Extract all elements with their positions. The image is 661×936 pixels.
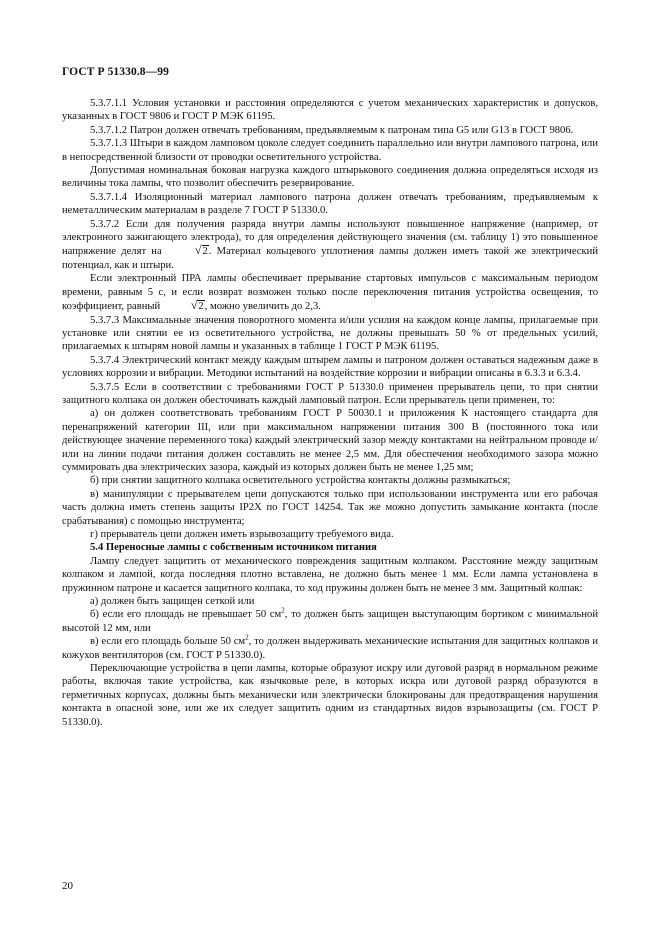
document-header: ГОСТ Р 51330.8—99 bbox=[62, 66, 169, 78]
paragraph-text: . Материал кольцевого уплотнения лампы должен иметь такой же электрический потенциал, как и штыри. bbox=[62, 246, 598, 271]
list-item-b-area bbox=[62, 608, 598, 635]
paragraph-text: , то должен выдерживать механические испытания для защитных колпаков и кожухов вентиляторов (см. ГОСТ Р 51330.0). bbox=[62, 636, 598, 661]
paragraph-5-3-7-2 bbox=[62, 218, 598, 273]
list-item-v: в) манипуляции с прерывателем цепи допускаются только при использовании инструмента или его рабочая часть должна иметь степень защиты IP2X по ГОСТ 14254. Так же можно допустить замыкание контакта (после срабатывания) с помощью инструмента; bbox=[62, 488, 598, 527]
list-item-a: а) он должен соответствовать требованиям ГОСТ Р 50030.1 и приложения К настоящего стандарта для перенапряжений категории III, или при максимальном напряжении питания 300 В (постоянного тока или действующее значение переменного тока) каждый электрический зазор между контактами на нейтральном проводе и/или на линии подачи питания должен составлять не менее 2,5 мм. Для обеспечения необходимого зазора можно суммировать два электрических зазора, каждый из которых должен быть не менее 1,25 мм; bbox=[62, 408, 598, 473]
paragraph-lateral-load: Допустимая номинальная боковая нагрузка каждого штырькового соединения должна определяться исходя из величины тока лампы, что позволит обеспечить резервирование. bbox=[62, 165, 598, 190]
radical-sign: √ bbox=[194, 243, 202, 258]
list-item-a-mesh: а) должен быть защищен сеткой или bbox=[90, 596, 255, 608]
paragraph-text: б) если его площадь не превышает 50 см bbox=[90, 609, 282, 621]
sqrt-formula bbox=[163, 299, 205, 313]
paragraph-electronic-ballast bbox=[62, 272, 598, 313]
paragraph-5-3-7-1-2: 5.3.7.1.2 Патрон должен отвечать требованиям, предъявляемым к патронам типа G5 или G13 в ГОСТ 9806. bbox=[90, 124, 574, 136]
paragraph-5-3-7-1-4: 5.3.7.1.4 Изоляционный материал лампового патрона должен отвечать требованиям, предъявляемым к неметаллическим материалам в разделе 7 ГОСТ Р 51330.0. bbox=[62, 191, 598, 217]
radical-sign: √ bbox=[190, 298, 198, 313]
paragraph-switching-devices: Переключающие устройства в цепи лампы, которые образуют искру или дуговой разряд в нормальном режиме работы, включая такие устройства, как язычковые реле, в которых искра или дуговой разряд образуются в герметичных корпусах, должны быть механически или электрически блокированы для предотвращения нарушения контакта в опасной зоне, или же их следует защитить одним из стандартных видов взрывозащиты (см. ГОСТ Р 51330.0). bbox=[62, 663, 598, 728]
paragraph-text: , то должен быть защищен выступающим бортиком с минимальной высотой 12 мм, или bbox=[62, 609, 598, 634]
paragraph-text: , можно увеличить до 2,3. bbox=[204, 301, 321, 313]
list-item-v-area bbox=[62, 635, 598, 662]
radicand: 2 bbox=[202, 246, 208, 258]
sqrt-formula bbox=[167, 244, 209, 258]
paragraph-5-3-7-1-3: 5.3.7.1.3 Штыри в каждом ламповом цоколе следует соединить параллельно или внутри лампового патрона, или в непосредственной близости от проводки осветительного устройства. bbox=[62, 138, 598, 163]
paragraph-text: в) если его площадь больше 50 см bbox=[90, 636, 246, 648]
page-number: 20 bbox=[62, 880, 73, 892]
list-item-g: г) прерыватель цепи должен иметь взрывозащиту требуемого вида. bbox=[90, 529, 394, 540]
document-body bbox=[62, 97, 598, 729]
paragraph-5-3-7-3: 5.3.7.3 Максимальные значения поворотного момента и/или усилия на каждом конце лампы, прилагаемые при установке или снятии ее из осветительного устройства, не должны превышать 50 % от предельных усилий, прилагаемых к штырям новой лампы и указанных в таблице 1 ГОСТ Р МЭК 61195. bbox=[62, 314, 598, 353]
paragraph-5-3-7-4: 5.3.7.4 Электрический контакт между каждым штырем лампы и патроном должен оставаться надежным даже в условиях коррозии и вибрации. Методики испытаний на воздействие коррозии и вибрации описаны в 6.3.3 и 6.3.4. bbox=[62, 354, 598, 380]
radicand: 2 bbox=[198, 301, 204, 313]
paragraph-protective-cover: Лампу следует защитить от механического повреждения защитным колпаком. Расстояние между защитным колпаком и лампой, когда последняя плотно вставлена, не должно быть менее 1 мм. Если лампа установлена в пружинном патроне и касается защитного колпака, то ход пружины должен быть не менее 3 мм. Защитный колпак: bbox=[62, 555, 598, 594]
superscript: 2 bbox=[281, 606, 285, 615]
paragraph-text: 5.3.7.2 Если для получения разряда внутри лампы используют повышенное напряжение (например, от электронного зажигающего электрода), то для определения действующего значения (см. таблицу 1) это повышенное напряжение делят на bbox=[62, 218, 598, 258]
paragraph-5-3-7-5: 5.3.7.5 Если в соответствии с требованиями ГОСТ Р 51330.0 применен прерыватель цепи, то при снятии защитного колпака он должен обесточивать каждый ламповый патрон. Если прерыватель цепи применен, то: bbox=[62, 381, 598, 406]
section-heading-5-4: 5.4 Переносные лампы с собственным источником питания bbox=[90, 542, 377, 554]
superscript: 2 bbox=[245, 633, 249, 642]
paragraph-text: Если электронный ПРА лампы обеспечивает прерывание стартовых импульсов с максимальным периодом времени, равным 5 с, и если возврат возможен только после переключения питания устройства освещения, то коэффициент, равный bbox=[62, 273, 598, 313]
paragraph-5-3-7-1-1: 5.3.7.1.1 Условия установки и расстояния определяются с учетом механических характеристик и допусков, указанных в ГОСТ 9806 и ГОСТ Р МЭК 61195. bbox=[62, 98, 598, 123]
list-item-b: б) при снятии защитного колпака осветительного устройства контакты должны размыкаться; bbox=[90, 475, 511, 487]
